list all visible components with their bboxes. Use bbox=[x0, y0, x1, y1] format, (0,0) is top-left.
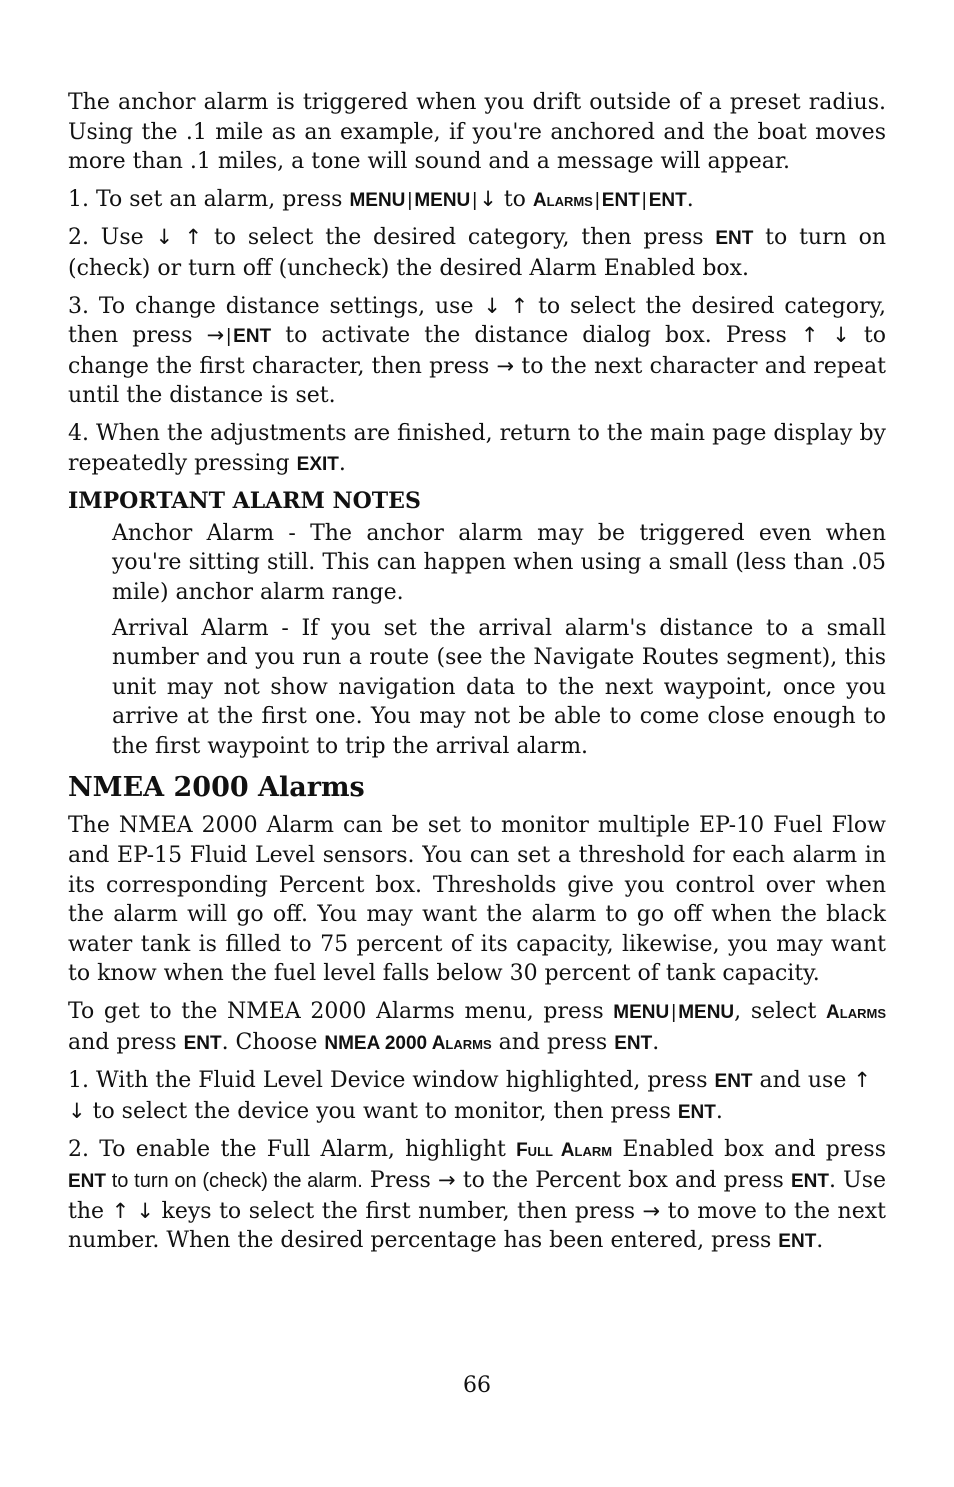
ent-key: ENT bbox=[68, 1171, 106, 1192]
nmea-intro-paragraph: The NMEA 2000 Alarm can be set to monitor multiple EP-10 Fuel Flow and EP-15 Fluid Level sensors. You can set a threshold for each alarm in its corresponding Percent box. Thresholds give you control over when the alarm will go off. You may want the alarm to go off when the black water tank is filled to 75 percent of its capacity, likewise, you may want to know when the fuel level falls below 30 percent of tank capacity. bbox=[68, 813, 886, 987]
down-arrow-icon: ↓ bbox=[479, 186, 497, 211]
ent-key: ENT bbox=[714, 1071, 753, 1093]
nmea-step-2: 2. To enable the Full Alarm, highlight Full Alarm Enabled box and press ENT to turn on (check) the alarm. Press → to the Percent box and press ENT. Use the ↑ ↓ keys to select the first number, then press → to move to the next number. When the desired percentage has been entered, press ENT. bbox=[68, 1137, 887, 1254]
alarms-menu-label: Alarms bbox=[826, 1002, 886, 1024]
down-up-arrows-icon: ↓ ↑ bbox=[155, 225, 203, 250]
intro-paragraph: The anchor alarm is triggered when you drift outside of a preset radius. Using the .1 mile as an example, if you're anchored and the boat moves more than .1 miles, a tone will sound and a message will appear. bbox=[68, 90, 886, 175]
menu-key: MENU bbox=[349, 189, 406, 211]
right-arrow-icon: → bbox=[642, 1198, 661, 1223]
step-3-distance-settings: 3. To change distance settings, use ↓ ↑ to select the desired category, then press → | ENT to activate the distance dialog box. Press ↑ ↓ to change the first character, then press → to the next character and repeat until the distance is set. bbox=[68, 293, 886, 409]
menu-key: MENU bbox=[678, 1002, 735, 1024]
page-body bbox=[68, 88, 886, 1265]
up-down-arrows-icon: ↑ ↓ bbox=[111, 1198, 154, 1223]
ent-key: ENT bbox=[790, 1171, 829, 1192]
step-4-exit: 4. When the adjustments are finished, return to the main page display by repeatedly pressing EXIT. bbox=[68, 420, 886, 476]
ent-key: ENT bbox=[715, 228, 754, 250]
right-arrow-icon: → bbox=[496, 353, 515, 378]
right-arrow-icon: → bbox=[206, 323, 225, 348]
alarms-menu-label: Alarms bbox=[532, 189, 593, 211]
menu-key: MENU bbox=[613, 1002, 670, 1024]
ent-key: ENT bbox=[778, 1231, 817, 1253]
ent-key: ENT bbox=[648, 189, 687, 211]
ent-key: ENT bbox=[183, 1032, 222, 1054]
full-alarm-label: Full Alarm bbox=[516, 1140, 613, 1162]
up-down-arrows-icon: ↑ ↓ bbox=[800, 323, 850, 348]
arrival-alarm-note: Arrival Alarm - If you set the arrival alarm's distance to a small number and you run a route (see the Navigate Routes segment), this unit may not show navigation data to the next waypoint, once you arrive at the first one. You may not be able to come close enough to the first waypoint to trip the arrival alarm. bbox=[112, 615, 886, 759]
notes-list bbox=[68, 519, 886, 762]
step-1-set-alarm: 1. To set an alarm, press MENU | MENU |↓ to Alarms | ENT | ENT. bbox=[68, 186, 694, 212]
anchor-alarm-note: Anchor Alarm - The anchor alarm may be triggered even when you're sitting still. This can happen when using a small (less than .05 mile) anchor alarm range. bbox=[112, 520, 886, 605]
right-arrow-icon: → bbox=[438, 1168, 456, 1192]
important-notes-heading: IMPORTANT ALARM NOTES bbox=[68, 488, 421, 515]
nmea-alarms-menu-label: NMEA 2000 Alarms bbox=[324, 1032, 492, 1054]
ent-key: ENT bbox=[233, 326, 272, 348]
menu-key: MENU bbox=[414, 189, 471, 211]
ent-key: ENT bbox=[677, 1101, 716, 1123]
ent-key: ENT bbox=[614, 1032, 653, 1054]
page-number: 66 bbox=[463, 1373, 491, 1398]
down-up-arrows-icon: ↓ ↑ bbox=[483, 293, 529, 318]
exit-key: EXIT bbox=[296, 453, 339, 475]
nmea-menu-instructions: To get to the NMEA 2000 Alarms menu, press MENU | MENU, select Alarms and press ENT. Choose NMEA 2000 Alarms and press ENT. bbox=[68, 999, 886, 1055]
nmea-step-1: 1. With the Fluid Level Device window highlighted, press ENT and use ↑ ↓ to select the device you want to monitor, then press ENT. bbox=[68, 1068, 871, 1124]
up-down-arrows-icon: ↑ ↓ bbox=[68, 1068, 871, 1123]
section-title: NMEA 2000 Alarms bbox=[68, 772, 365, 804]
step-2-select-category: 2. Use ↓ ↑ to select the desired category, then press ENT to turn on (check) or turn off (uncheck) the desired Alarm Enabled box. bbox=[68, 225, 886, 281]
ent-key: ENT bbox=[601, 189, 640, 211]
